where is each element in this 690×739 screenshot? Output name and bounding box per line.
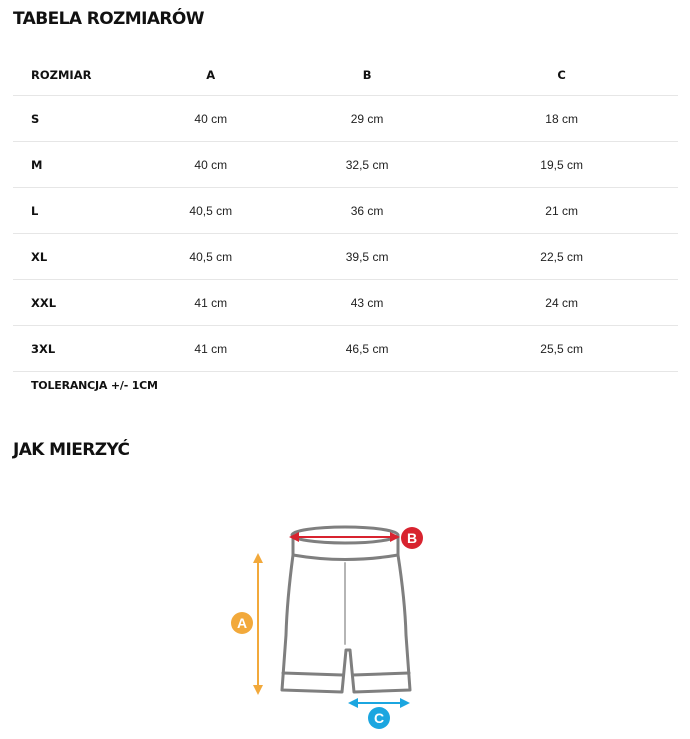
table-row [13, 234, 678, 280]
waistband-bottom [293, 555, 398, 560]
row-c: 21 cm [445, 188, 678, 234]
row-b: 43 cm [289, 280, 445, 326]
row-c: 19,5 cm [445, 142, 678, 188]
table-row [13, 280, 678, 326]
measurement-c [348, 698, 410, 729]
row-c: 18 cm [445, 96, 678, 142]
header-c: C [445, 54, 678, 96]
row-size: XXL [13, 280, 133, 326]
table-row [13, 142, 678, 188]
row-size: S [13, 96, 133, 142]
header-size: ROZMIAR [13, 54, 133, 96]
row-a: 41 cm [133, 280, 289, 326]
row-b: 39,5 cm [289, 234, 445, 280]
row-a: 41 cm [133, 326, 289, 372]
row-size: 3XL [13, 326, 133, 372]
row-a: 40,5 cm [133, 188, 289, 234]
row-c: 24 cm [445, 280, 678, 326]
waistband-top [292, 527, 398, 543]
row-c: 22,5 cm [445, 234, 678, 280]
table-row [13, 188, 678, 234]
marker-c-label: C [373, 710, 385, 726]
row-b: 29 cm [289, 96, 445, 142]
row-b: 36 cm [289, 188, 445, 234]
row-c: 25,5 cm [445, 326, 678, 372]
table-row [13, 96, 678, 142]
size-chart-title: TABELA ROZMIARÓW [13, 9, 204, 29]
row-a: 40 cm [133, 96, 289, 142]
tolerance-note: TOLERANCJA +/- 1CM [31, 379, 158, 392]
row-b: 46,5 cm [289, 326, 445, 372]
row-a: 40,5 cm [133, 234, 289, 280]
measurement-a [231, 553, 263, 695]
header-b: B [289, 54, 445, 96]
size-table [13, 54, 678, 372]
row-size: M [13, 142, 133, 188]
shorts-icon [220, 520, 440, 735]
row-size: XL [13, 234, 133, 280]
header-a: A [133, 54, 289, 96]
right-hem [353, 673, 409, 675]
how-to-measure-title: JAK MIERZYĆ [13, 440, 130, 460]
marker-b-label: B [406, 530, 418, 546]
measurement-diagram [220, 520, 440, 735]
row-b: 32,5 cm [289, 142, 445, 188]
marker-a-label: A [236, 615, 248, 631]
left-hem [283, 673, 342, 675]
row-size: L [13, 188, 133, 234]
row-a: 40 cm [133, 142, 289, 188]
table-row [13, 326, 678, 372]
table-header-row [13, 54, 678, 96]
